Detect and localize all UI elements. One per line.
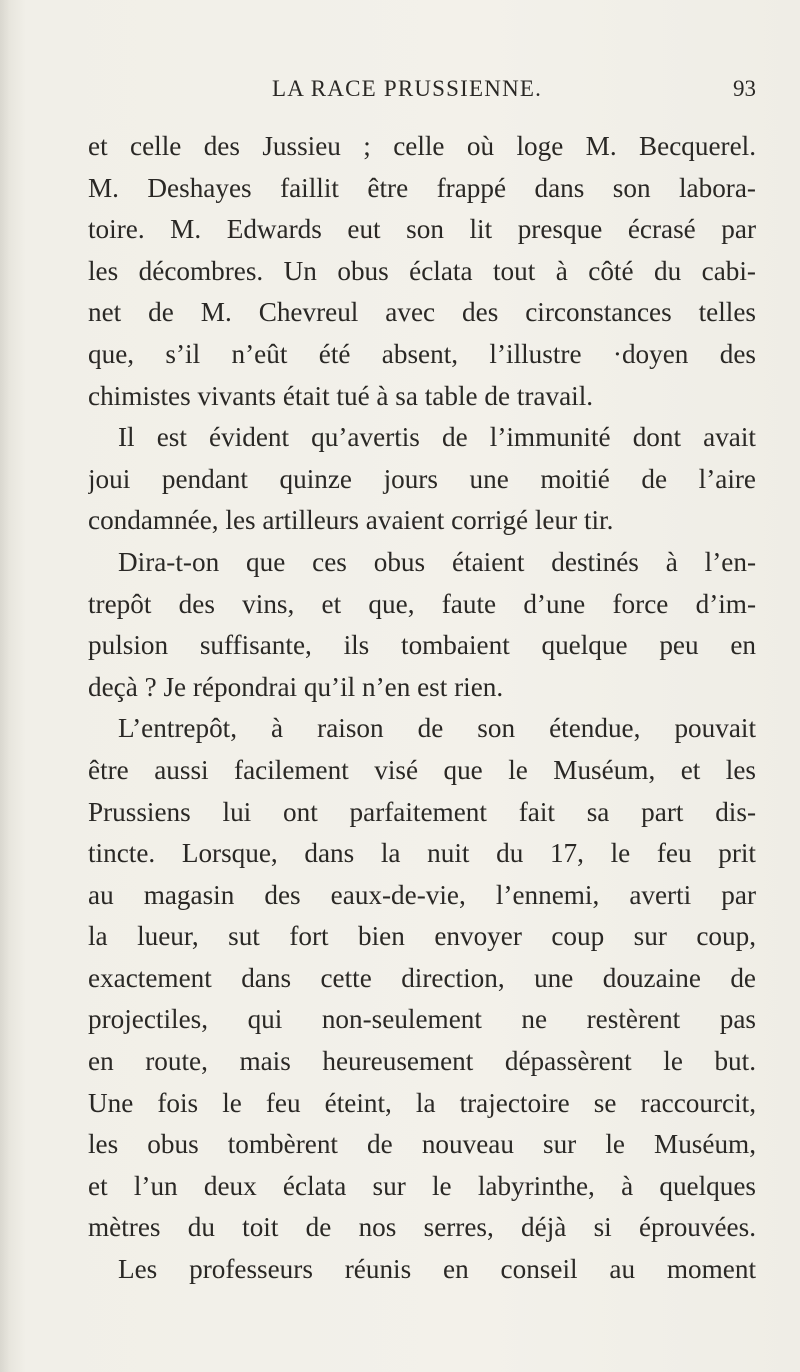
text-line: au magasin des eaux-de-vie, l’ennemi, averti par xyxy=(88,879,756,910)
text-line: condamnée, les artilleurs avaient corrigé leur tir. xyxy=(88,505,614,536)
page-number: 93 xyxy=(733,76,756,101)
text-line: Prussiens lui ont parfaitement fait sa part dis- xyxy=(88,796,756,827)
text-line: pulsion suffisante, ils tombaient quelque peu en xyxy=(88,630,756,661)
text-line: et l’un deux éclata sur le labyrinthe, à quelques xyxy=(88,1170,756,1201)
text-line: chimistes vivants était tué à sa table de travail. xyxy=(88,380,594,411)
text-line: Une fois le feu éteint, la trajectoire se raccourcit, xyxy=(88,1087,756,1118)
text-line: que, s’il n’eût été absent, l’illustre ·doyen des xyxy=(88,338,756,369)
text-line: L’entrepôt, à raison de son étendue, pouvait xyxy=(118,713,756,744)
text-line: toire. M. Edwards eut son lit presque écrasé par xyxy=(88,214,756,245)
text-line: M. Deshayes faillit être frappé dans son labora- xyxy=(88,172,756,203)
running-title: LA RACE PRUSSIENNE. xyxy=(272,76,543,101)
body-text xyxy=(88,126,756,1291)
text-line: net de M. Chevreul avec des circonstances telles xyxy=(88,297,756,328)
text-line: Les professeurs réunis en conseil au moment xyxy=(118,1254,756,1285)
text-line: joui pendant quinze jours une moitié de l’aire xyxy=(88,463,756,494)
text-line: les décombres. Un obus éclata tout à côté du cabi- xyxy=(88,255,756,286)
text-line: la lueur, sut fort bien envoyer coup sur coup, xyxy=(88,921,756,952)
text-line: Dira-t-on que ces obus étaient destinés à l’en- xyxy=(118,546,756,577)
text-line: Il est évident qu’avertis de l’immunité dont avait xyxy=(118,422,756,453)
text-line: être aussi facilement visé que le Muséum, et les xyxy=(88,754,756,785)
text-line: deçà ? Je répondrai qu’il n’en est rien. xyxy=(88,671,504,702)
text-line: mètres du toit de nos serres, déjà si éprouvées. xyxy=(88,1212,756,1243)
text-line: exactement dans cette direction, une douzaine de xyxy=(88,962,756,993)
text-line: et celle des Jussieu ; celle où loge M. Becquerel. xyxy=(88,131,756,161)
text-line: trepôt des vins, et que, faute d’une force d’im- xyxy=(88,588,756,619)
text-line: tincte. Lorsque, dans la nuit du 17, le feu prit xyxy=(88,838,756,869)
running-head xyxy=(88,76,756,110)
text-line: en route, mais heureusement dépassèrent le but. xyxy=(88,1046,756,1077)
text-line: les obus tombèrent de nouveau sur le Muséum, xyxy=(88,1129,756,1160)
text-line: projectiles, qui non-seulement ne restèrent pas xyxy=(88,1004,756,1035)
